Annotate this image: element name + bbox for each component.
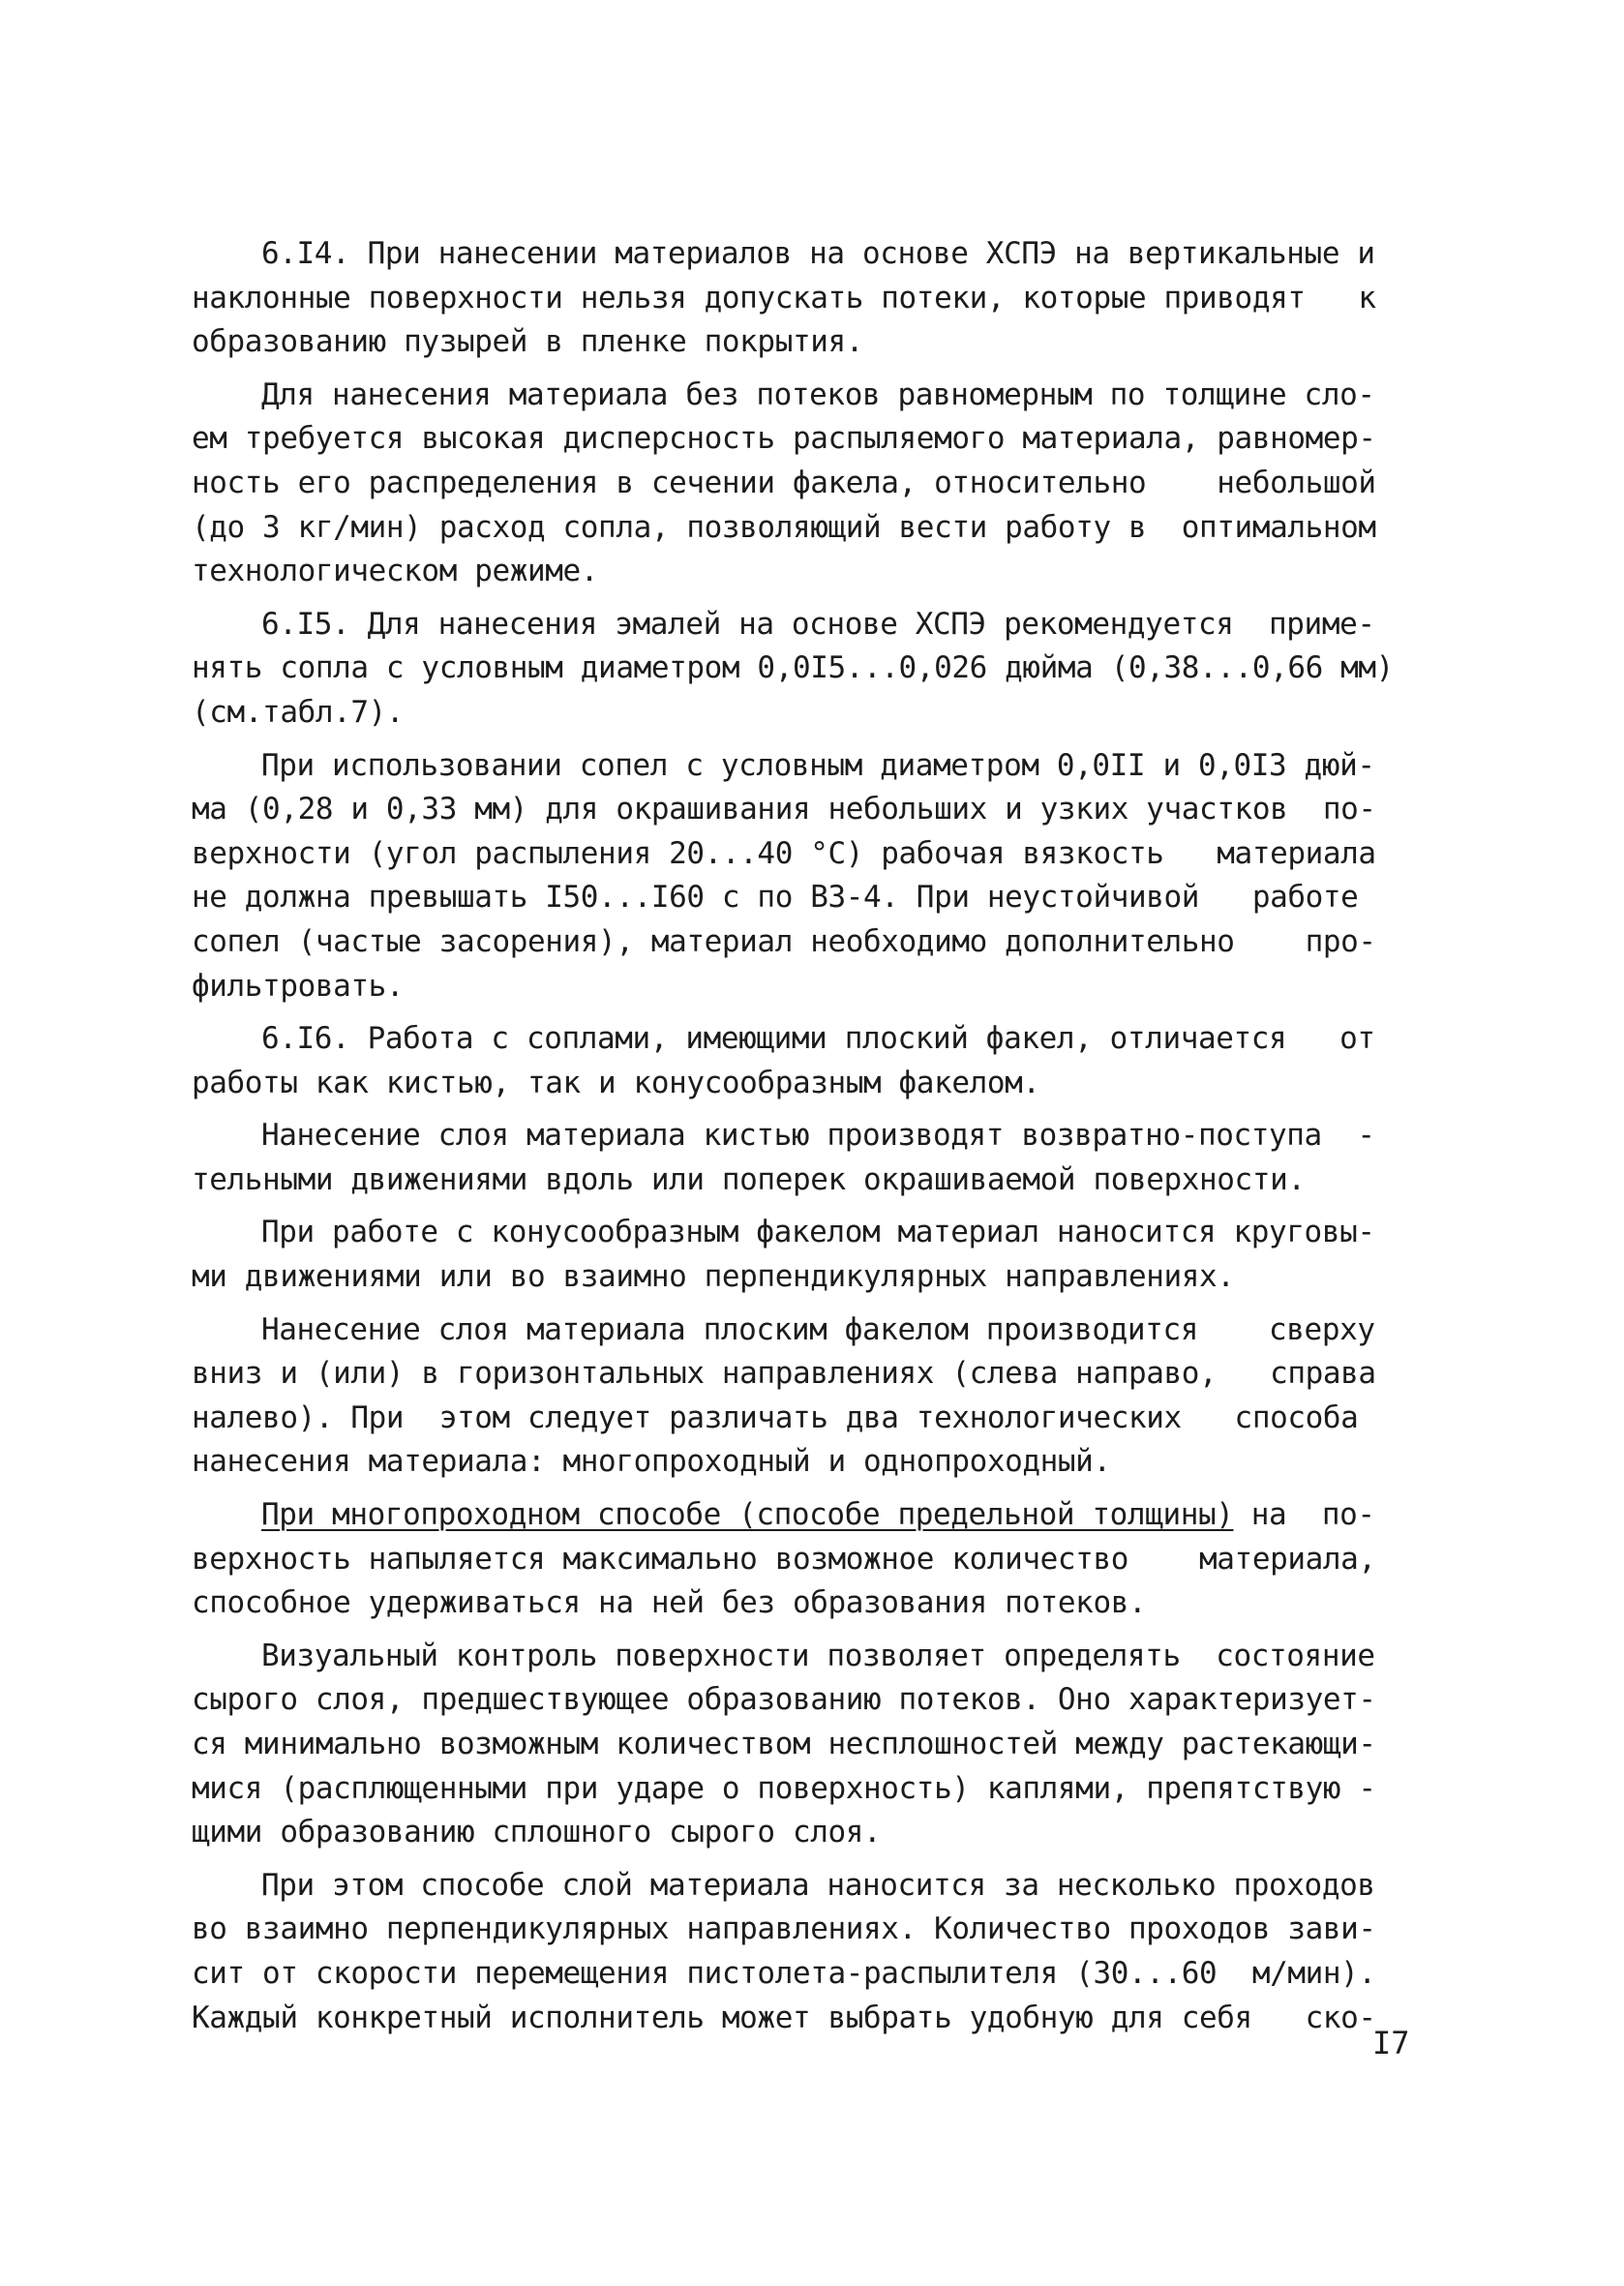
paragraph-6-15 — [192, 603, 1450, 736]
text-line: фильтровать. — [192, 968, 405, 1004]
underlined-term: При многопроходном способе (способе предельной толщины) — [261, 1497, 1234, 1533]
text-line: (см.табл.7). — [192, 694, 405, 730]
page-number: I7 — [1372, 2025, 1410, 2061]
text-line: технологическом режиме. — [192, 554, 599, 589]
text-line: ность его распределения в сечении факела, относительно небольшой — [192, 465, 1376, 500]
text-line: 6.I5. Для нанесения эмалей на основе ХСПЭ рекомендуется приме- — [261, 606, 1375, 642]
text-line: ем требуется высокая дисперсность распыляемого материала, равномер- — [192, 421, 1376, 457]
paragraph-flat-torch — [192, 1308, 1450, 1485]
text-line — [192, 1493, 1450, 1538]
text-line: мися (расплющенными при ударе о поверхность) каплями, препятствую - — [192, 1770, 1376, 1806]
text-line: способное удерживаться на ней без образования потеков. — [192, 1585, 1147, 1621]
paragraph-uniform-layer — [192, 374, 1450, 594]
text-line: ми движениями или во взаимно перпендикулярных направлениях. — [192, 1259, 1235, 1295]
text-line: 6.I6. Работа с соплами, имеющими плоский факел, отличается от — [261, 1021, 1375, 1057]
paragraph-nozzle-usage — [192, 744, 1450, 1009]
text-line: сит от скорости перемещения пистолета-распылителя (30...60 м/мин). — [192, 1955, 1376, 1991]
text-line: щими образованию сплошного сырого слоя. — [192, 1815, 882, 1850]
text-line: во взаимно перпендикулярных направлениях. Количество проходов зави- — [192, 1911, 1376, 1947]
text-line: верхности (угол распыления 20...40 °С) рабочая вязкость материала — [192, 835, 1376, 871]
text-line: нять сопла с условным диаметром 0,0I5...0,026 дюйма (0,38...0,66 мм) — [192, 650, 1394, 686]
text-line: (до 3 кг/мин) расход сопла, позволяющий вести работу в оптимальном — [192, 509, 1376, 545]
text-line: работы как кистью, так и конусообразным факелом. — [192, 1065, 1040, 1100]
text-line: При этом способе слой материала наносится за несколько проходов — [261, 1867, 1375, 1903]
text-line: Визуальный контроль поверхности позволяет определять состояние — [261, 1638, 1375, 1673]
text-line: 6.I4. При нанесении материалов на основе ХСПЭ на вертикальные и — [261, 236, 1375, 271]
text-line: вниз и (или) в горизонтальных направлениях (слева направо, справа — [192, 1356, 1376, 1392]
text-line: Каждый конкретный исполнитель может выбрать удобную для себя ско- — [192, 2000, 1376, 2035]
text-line: не должна превышать I50...I60 с по ВЗ-4. При неустойчивой работе — [192, 880, 1359, 916]
text-line: Нанесение слоя материала кистью производят возвратно-поступа - — [261, 1118, 1375, 1154]
text-line: ма (0,28 и 0,33 мм) для окрашивания небольших и узких участков по- — [192, 792, 1376, 827]
paragraph-visual-control — [192, 1635, 1450, 1855]
text-line: Нанесение слоя материала плоским факелом производится сверху — [261, 1311, 1375, 1347]
paragraph-cone-torch — [192, 1211, 1450, 1299]
paragraph-brush — [192, 1114, 1450, 1202]
text-line: При работе с конусообразным факелом материал наносится круговы- — [261, 1215, 1375, 1250]
text-line: наклонные поверхности нельзя допускать потеки, которые приводят к — [192, 280, 1376, 316]
text-line: тельными движениями вдоль или поперек окрашиваемой поверхности. — [192, 1161, 1306, 1197]
text-line: ся минимально возможным количеством несплошностей между растекающи- — [192, 1727, 1376, 1761]
text-line: образованию пузырей в пленке покрытия. — [192, 324, 864, 360]
text-line: При использовании сопел с условным диаметром 0,0II и 0,0I3 дюй- — [261, 747, 1375, 783]
text-line: сырого слоя, предшествующее образованию потеков. Оно характеризует- — [192, 1682, 1376, 1718]
paragraph-6-16 — [192, 1017, 1450, 1105]
text-line: сопел (частые засорения), материал необходимо дополнительно про- — [192, 923, 1376, 959]
paragraph-6-14 — [192, 232, 1450, 365]
text-line: нанесения материала: многопроходный и однопроходный. — [192, 1444, 1111, 1480]
text-line: верхность напыляется максимально возможное количество материала, — [192, 1541, 1376, 1577]
text-line: Для нанесения материала без потеков равномерным по толщине сло- — [261, 376, 1375, 412]
paragraph-multipass — [192, 1493, 1450, 1626]
paragraph-passes — [192, 1864, 1450, 2040]
text-line: налево). При этом следует различать два технологических способа — [192, 1399, 1359, 1435]
text-fragment: на по- — [1233, 1497, 1375, 1533]
body-text — [192, 232, 1450, 2049]
